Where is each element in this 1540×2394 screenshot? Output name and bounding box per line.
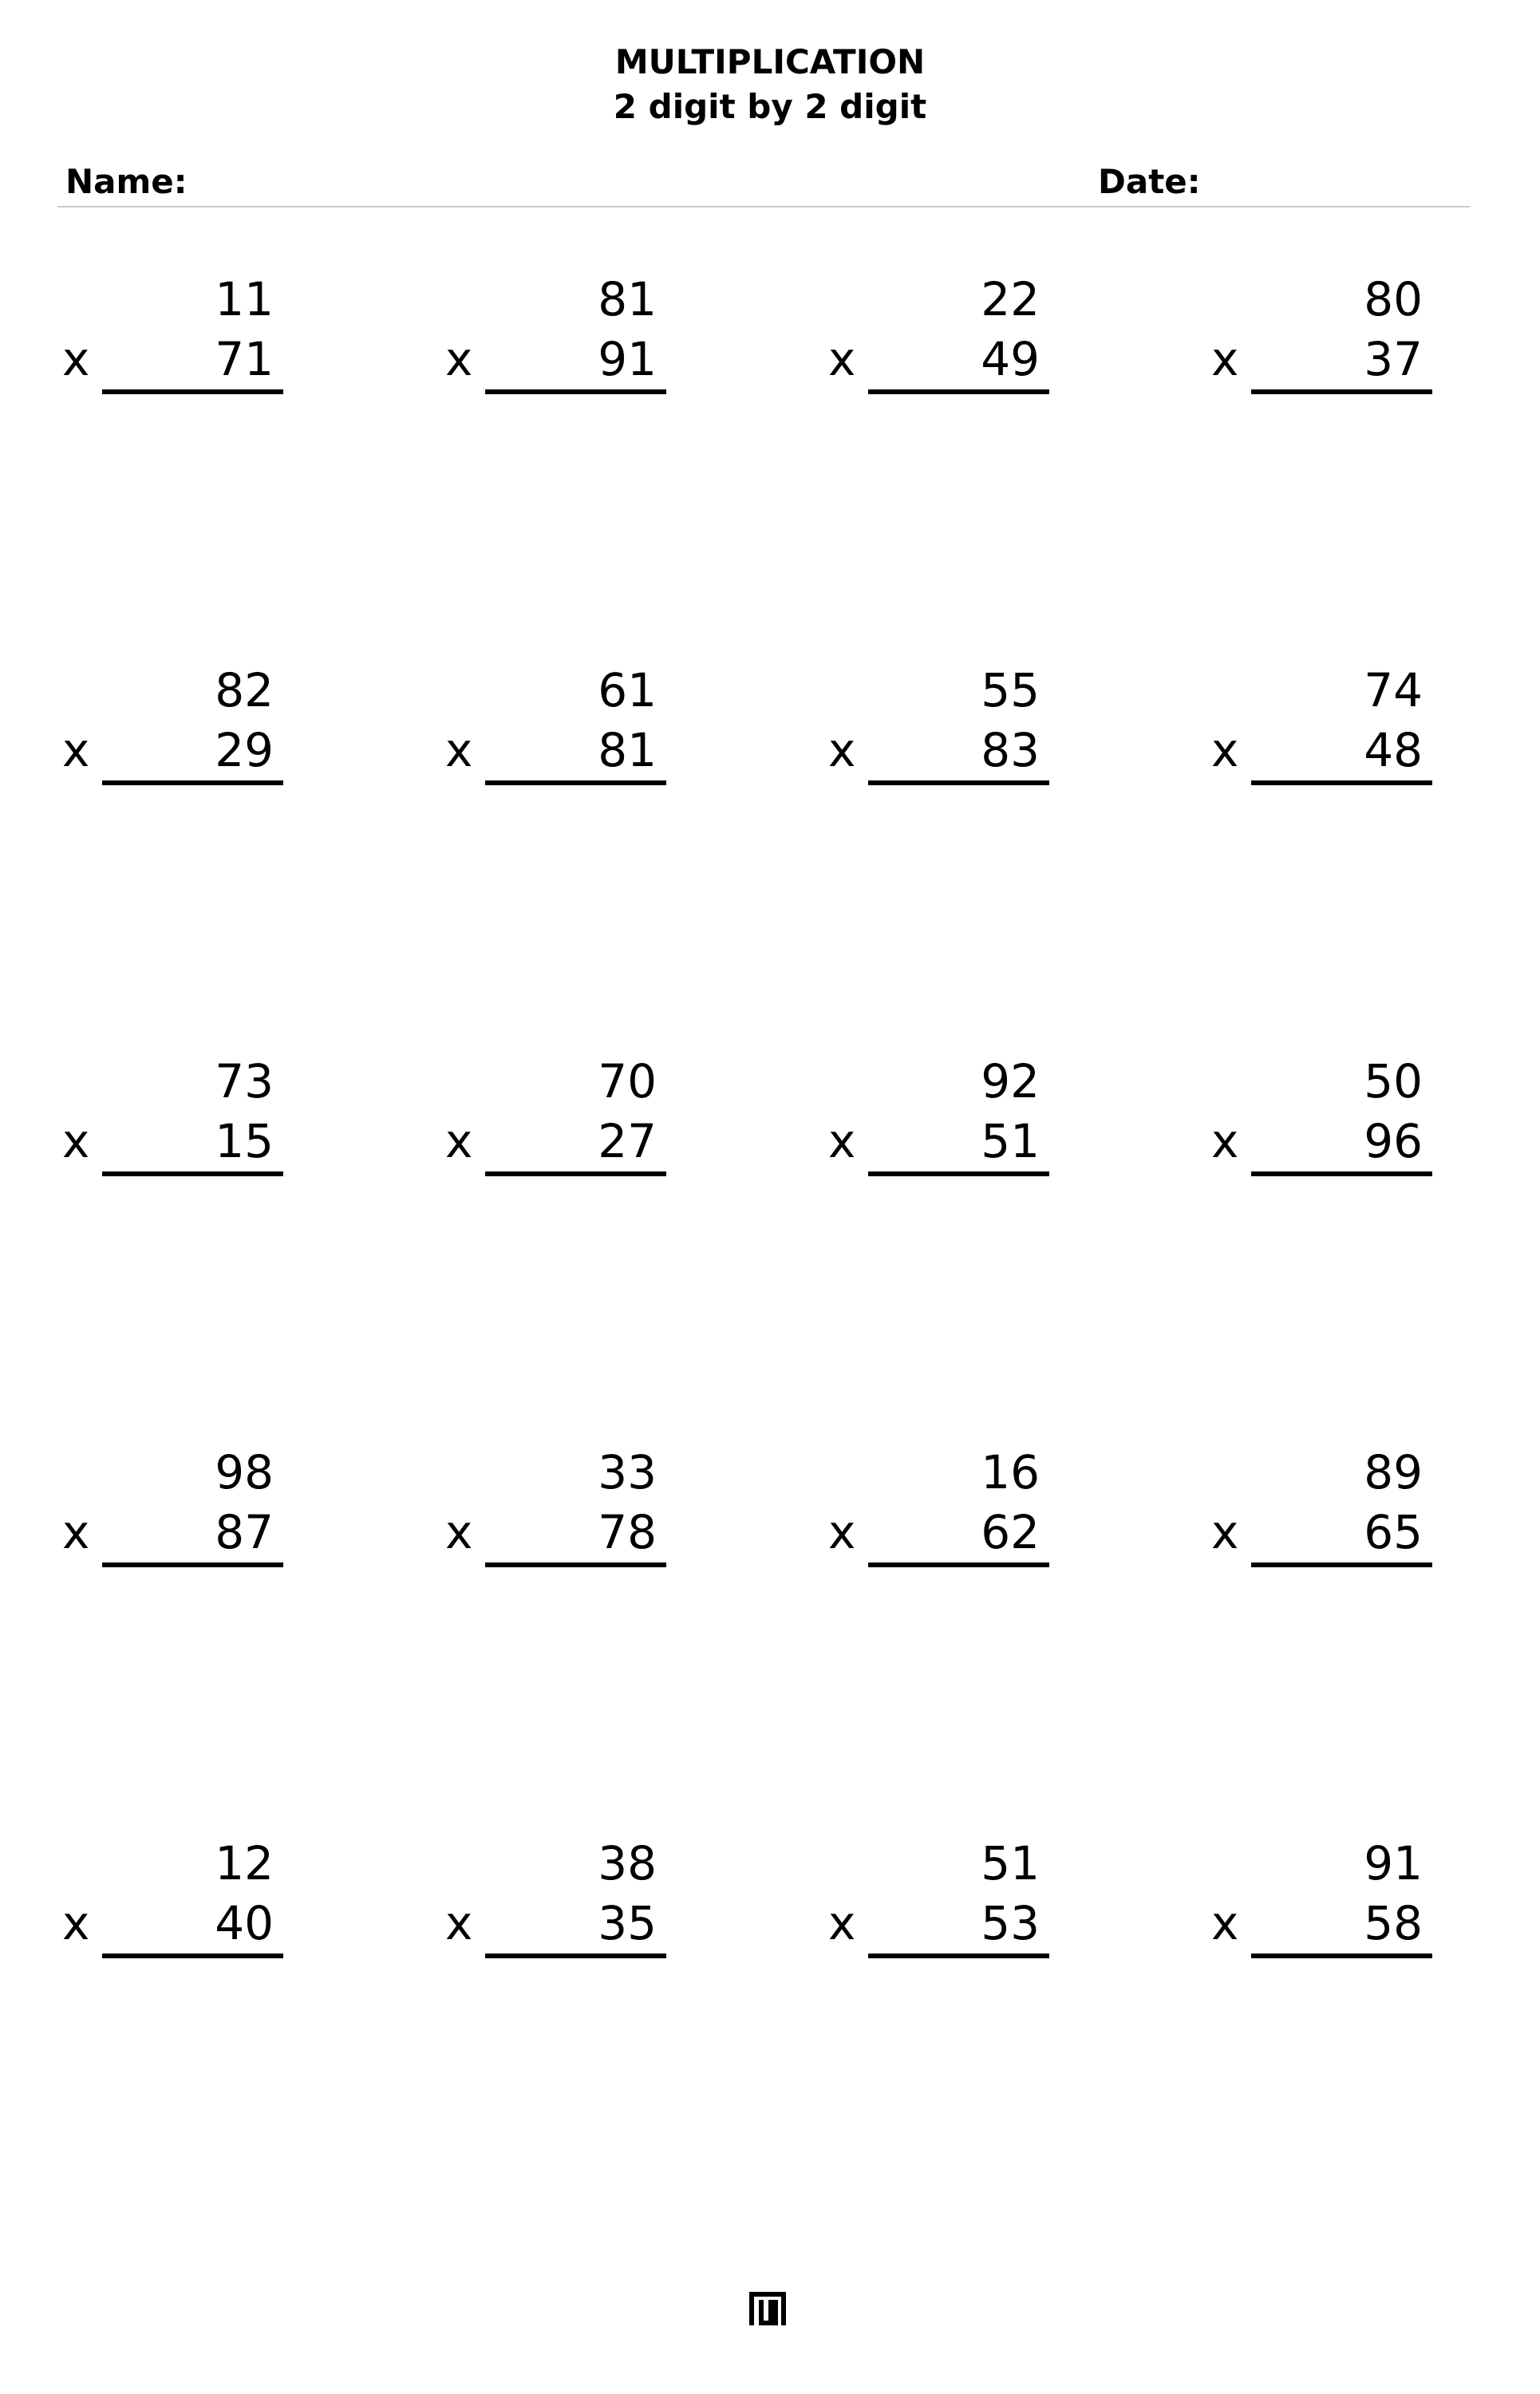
multiply-sign: x [62, 332, 90, 386]
multiplicand: 33 [598, 1445, 657, 1499]
multiplier: 48 [1364, 723, 1423, 777]
multiplier: 62 [981, 1505, 1040, 1559]
multiplier: 35 [598, 1896, 657, 1950]
multiplicand: 50 [1364, 1054, 1423, 1108]
multiplier: 51 [981, 1114, 1040, 1168]
multiplier: 29 [215, 723, 274, 777]
problem-2 [445, 267, 666, 403]
answer-line [1251, 1954, 1432, 1958]
multiplier: 87 [215, 1505, 274, 1559]
problem-9 [62, 1049, 283, 1185]
problem-11 [828, 1049, 1049, 1185]
problem-3 [828, 267, 1049, 403]
multiplier: 49 [981, 332, 1040, 386]
multiplicand: 80 [1364, 272, 1423, 326]
multiplicand: 22 [981, 272, 1040, 326]
worksheet-title: MULTIPLICATION [614, 42, 926, 81]
problem-grid [62, 267, 1475, 2222]
multiply-sign: x [445, 1114, 473, 1168]
multiplicand: 16 [981, 1445, 1040, 1499]
multiply-sign: x [828, 1896, 856, 1950]
answer-line [485, 780, 666, 785]
answer-line [868, 1954, 1049, 1958]
problem-14 [445, 1440, 666, 1576]
multiplicand: 89 [1364, 1445, 1423, 1499]
header-divider [57, 206, 1470, 207]
multiplier: 15 [215, 1114, 274, 1168]
multiplicand: 61 [598, 663, 657, 717]
multiplicand: 11 [215, 272, 274, 326]
multiplier: 71 [215, 332, 274, 386]
multiplier: 40 [215, 1896, 274, 1950]
multiplicand: 70 [598, 1054, 657, 1108]
answer-line [102, 1562, 283, 1567]
multiply-sign: x [828, 332, 856, 386]
answer-line [868, 389, 1049, 394]
multiply-sign: x [828, 723, 856, 777]
answer-line [485, 1171, 666, 1176]
problem-13 [62, 1440, 283, 1576]
multiplier: 27 [598, 1114, 657, 1168]
multiply-sign: x [1211, 1114, 1239, 1168]
multiply-sign: x [828, 1114, 856, 1168]
multiply-sign: x [1211, 1896, 1239, 1950]
answer-line [102, 780, 283, 785]
answer-line [1251, 780, 1432, 785]
multiply-sign: x [62, 1505, 90, 1559]
multiplicand: 92 [981, 1054, 1040, 1108]
multiply-sign: x [445, 723, 473, 777]
multiply-sign: x [1211, 332, 1239, 386]
problem-4 [1211, 267, 1432, 403]
multiplicand: 51 [981, 1836, 1040, 1890]
multiplicand: 98 [215, 1445, 274, 1499]
answer-line [102, 1171, 283, 1176]
date-label: Date: [1098, 162, 1201, 201]
multiply-sign: x [62, 1896, 90, 1950]
multiply-sign: x [1211, 723, 1239, 777]
answer-line [868, 1171, 1049, 1176]
answer-line [1251, 1562, 1432, 1567]
multiply-sign: x [62, 1114, 90, 1168]
multiplicand: 82 [215, 663, 274, 717]
problem-16 [1211, 1440, 1432, 1576]
problem-5 [62, 658, 283, 794]
answer-line [1251, 389, 1432, 394]
multiplier: 37 [1364, 332, 1423, 386]
multiplicand: 73 [215, 1054, 274, 1108]
problem-20 [1211, 1831, 1432, 1967]
problem-19 [828, 1831, 1049, 1967]
multiply-sign: x [62, 723, 90, 777]
maze-logo-icon [748, 2290, 788, 2327]
multiply-sign: x [445, 332, 473, 386]
multiplicand: 12 [215, 1836, 274, 1890]
multiplier: 65 [1364, 1505, 1423, 1559]
problem-7 [828, 658, 1049, 794]
multiply-sign: x [445, 1896, 473, 1950]
multiplier: 58 [1364, 1896, 1423, 1950]
problem-6 [445, 658, 666, 794]
answer-line [485, 389, 666, 394]
name-label: Name: [65, 162, 188, 201]
problem-15 [828, 1440, 1049, 1576]
multiplicand: 38 [598, 1836, 657, 1890]
multiplier: 96 [1364, 1114, 1423, 1168]
multiply-sign: x [1211, 1505, 1239, 1559]
multiply-sign: x [828, 1505, 856, 1559]
answer-line [102, 1954, 283, 1958]
multiplier: 81 [598, 723, 657, 777]
multiplicand: 74 [1364, 663, 1423, 717]
answer-line [485, 1562, 666, 1567]
multiplier: 83 [981, 723, 1040, 777]
problem-10 [445, 1049, 666, 1185]
multiplier: 78 [598, 1505, 657, 1559]
answer-line [1251, 1171, 1432, 1176]
multiplicand: 55 [981, 663, 1040, 717]
multiplicand: 91 [1364, 1836, 1423, 1890]
problem-1 [62, 267, 283, 403]
worksheet-subtitle: 2 digit by 2 digit [613, 87, 927, 126]
problem-17 [62, 1831, 283, 1967]
problem-12 [1211, 1049, 1432, 1185]
multiplier: 91 [598, 332, 657, 386]
answer-line [868, 1562, 1049, 1567]
problem-8 [1211, 658, 1432, 794]
multiplier: 53 [981, 1896, 1040, 1950]
answer-line [102, 389, 283, 394]
problem-18 [445, 1831, 666, 1967]
worksheet-title-block [0, 40, 1540, 129]
multiply-sign: x [445, 1505, 473, 1559]
answer-line [485, 1954, 666, 1958]
multiplicand: 81 [598, 272, 657, 326]
answer-line [868, 780, 1049, 785]
